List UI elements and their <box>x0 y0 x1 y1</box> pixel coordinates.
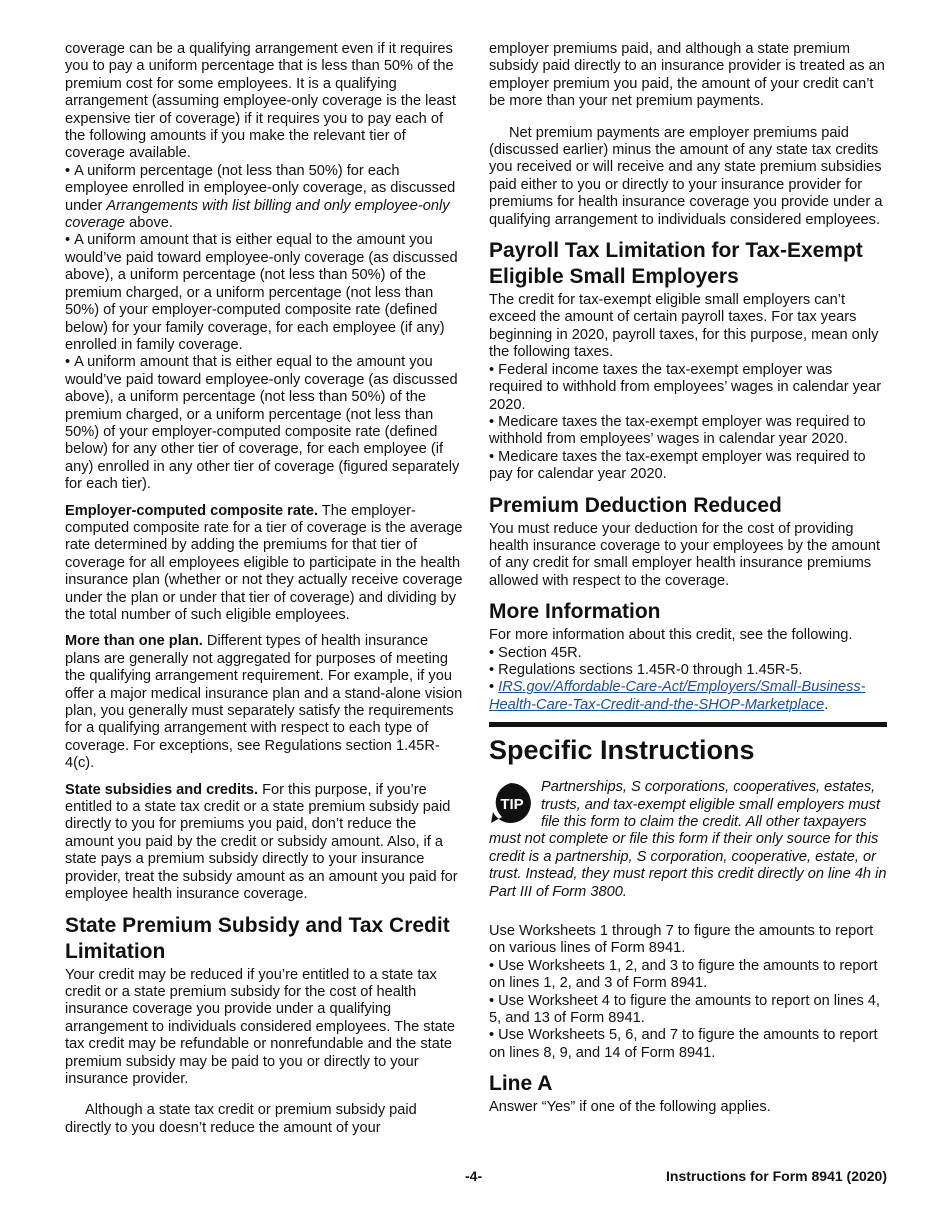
link-period: . <box>824 696 829 713</box>
tip-text: Partnerships, S corporations, cooperatives, estates, trusts, and tax-exempt eligible small employers must file this form to claim the credit. All other taxpayers must not complete or file this form if their only source for this credit is a partnership, S corporation, cooperative, estate, or trust. Instead, they must report this credit directly on line 4h in Part III of Form 3800. <box>489 779 887 900</box>
section-heading-more-information: More Information <box>489 600 661 624</box>
section-divider <box>489 722 887 727</box>
paragraph-premium-deduction: You must reduce your deduction for the cost of providing health insurance coverage to your employees by the amount of any credit for small employer health insurance premiums allowed with respect to the coverage. <box>489 520 881 589</box>
bullet-text: A uniform percentage (not less than 50%) for each employee enrolled in employee-only coverage, as discussed under <box>65 162 456 214</box>
bullet-text-end: above. <box>125 215 173 232</box>
paragraph-more-information: For more information about this credit, see the following. <box>489 627 853 644</box>
page-footer <box>65 1168 887 1188</box>
tip-box <box>489 779 887 901</box>
paragraph-text: Different types of health insurance plans are generally not aggregated for purposes of meeting the qualifying arrangement requirement. For example, if you offer a major medical insurance plan and a stand-alone vision plan, you generally must separately satisfy the requirements for a qualifying arrangement with respect to each type of coverage. For exceptions, see Regulations section 1.45R-4(c). <box>65 633 463 772</box>
paragraph-state-limitation: Your credit may be reduced if you’re entitled to a state tax credit or a state premium subsidy for the cost of health insurance coverage you provide under a qualifying arrangement to individuals considered employees. The state tax credit may be refundable or nonrefundable and the state premium subsidy may be paid to you or directly to your insurance provider. <box>65 966 455 1087</box>
tip-label: TIP <box>500 796 524 814</box>
list-item <box>65 163 463 233</box>
section-heading-payroll-tax: Payroll Tax Limitation for Tax-Exempt Eligible Small Employers <box>489 239 863 289</box>
list-item: • Use Worksheets 1, 2, and 3 to figure the amounts to report on lines 1, 2, and 3 of Form 8941. <box>489 958 887 993</box>
paragraph-composite-rate <box>65 503 463 625</box>
page-number: -4- <box>465 1168 483 1184</box>
right-column <box>489 41 887 1117</box>
list-item: • A uniform amount that is either equal to the amount you would’ve paid toward employee-only coverage (as discussed above), a uniform percentage (not less than 50%) of the premium charged, or a uniform percentage (not less than 50%) of your employer-computed composite rate (defined below) for any other tier of coverage, for each employee (if any) enrolled in any other tier of coverage (figured separately for each tier). <box>65 354 463 493</box>
list-item: • Use Worksheets 5, 6, and 7 to figure the amounts to report on lines 8, 9, and 14 of Form 8941. <box>489 1027 887 1062</box>
list-item: • Federal income taxes the tax-exempt employer was required to withhold from employees’ wages in calendar year 2020. <box>489 362 887 414</box>
list-item: • Medicare taxes the tax-exempt employer was required to pay for calendar year 2020. <box>489 449 887 484</box>
list-item: • Regulations sections 1.45R-0 through 1.45R-5. <box>489 662 887 679</box>
tip-icon <box>489 781 533 825</box>
section-heading-line-a: Line A <box>489 1072 553 1096</box>
paragraph-worksheets: Use Worksheets 1 through 7 to figure the amounts to report on various lines of Form 8941. <box>489 923 874 957</box>
left-column <box>65 41 463 1137</box>
run-in-heading: More than one plan. <box>65 633 203 650</box>
section-heading-premium-deduction: Premium Deduction Reduced <box>489 493 782 517</box>
form-title: Instructions for Form 8941 (2020) <box>666 1168 887 1184</box>
paragraph-line-a: Answer “Yes” if one of the following applies. <box>489 1099 771 1116</box>
paragraph-net-premium-payments: Net premium payments are employer premiums paid (discussed earlier) minus the amount of any state tax credits you received or will receive and any state premium subsidies paid either to you or directly to your insurance provider for premiums for health insurance coverage you provide under a qualifying arrangement to individuals considered employees. <box>489 124 883 228</box>
paragraph-text: For this purpose, if you’re entitled to a state tax credit or a state premium subsidy paid directly to you for premiums you paid, don’t reduce the amount you paid by the credit or subsidy amount. Also, if a state pays a premium subsidy directly to your insurance provider, treat the subsidy amount as an amount you paid for employee health insurance coverage. <box>65 781 458 903</box>
list-item: • Use Worksheet 4 to figure the amounts to report on lines 4, 5, and 13 of Form 8941. <box>489 993 887 1028</box>
paragraph-state-credit-continued: Although a state tax credit or premium subsidy paid directly to you doesn’t reduce the amount of your <box>65 1102 417 1136</box>
page-section-title: Specific Instructions <box>489 735 755 766</box>
section-heading-state-premium: State Premium Subsidy and Tax Credit Limitation <box>65 913 450 963</box>
paragraph-payroll-tax: The credit for tax-exempt eligible small employers can’t exceed the amount of certain payroll taxes. For tax years beginning in 2020, payroll taxes, for this purpose, mean only the following taxes. <box>489 292 879 361</box>
list-item <box>489 679 887 714</box>
paragraph-net-premium-limit: employer premiums paid, and although a state premium subsidy paid directly to an insurance provider is treated as an employer premium you paid, the amount of your credit can’t be more than your net premium payments. <box>489 41 885 110</box>
paragraph-more-than-one-plan <box>65 633 463 772</box>
irs-link[interactable]: IRS.gov/Affordable-Care-Act/Employers/Small-Business-Health-Care-Tax-Credit-and-the-SHOP-Marketplace <box>489 679 866 713</box>
list-item: • Medicare taxes the tax-exempt employer was required to withhold from employees’ wages in calendar year 2020. <box>489 414 887 449</box>
paragraph-text: The employer-computed composite rate for a tier of coverage is the average rate determined by adding the premiums for that tier of coverage for all employees eligible to participate in the health insurance plan (whether or not they actually receive coverage under the plan or under that tier of coverage) and dividing by the total number of such eligible employees. <box>65 502 463 623</box>
run-in-heading: State subsidies and credits. <box>65 781 259 798</box>
list-item: • Section 45R. <box>489 645 887 662</box>
paragraph-qualifying-arrangement: coverage can be a qualifying arrangement even if it requires you to pay a uniform percentage that is less than 50% of the premium cost for some employees. It is a qualifying arrangement (assuming employee-only coverage is the least expensive tier of coverage) if it requires you to pay each of the following amounts if you make the relevant tier of coverage available. <box>65 41 456 162</box>
run-in-heading: Employer-computed composite rate. <box>65 502 319 519</box>
paragraph-state-subsidies <box>65 782 463 904</box>
cross-reference: Arrangements with list billing and only employee-only coverage <box>65 197 450 232</box>
list-item: • A uniform amount that is either equal to the amount you would’ve paid toward employee-only coverage (as discussed above), a uniform percentage (not less than 50%) of the premium charged, or a uniform percentage (not less than 50%) of your employer-computed composite rate (defined below) for your family coverage, for each employee (if any) enrolled in family coverage. <box>65 232 463 354</box>
